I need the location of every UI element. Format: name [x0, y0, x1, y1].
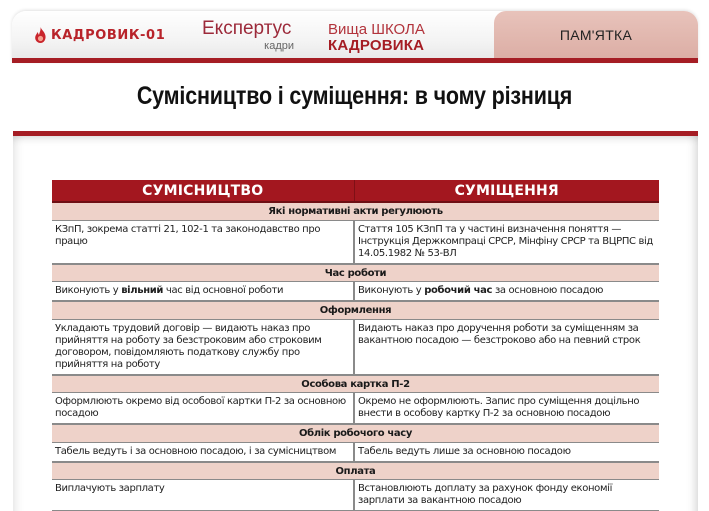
- school-logo[interactable]: [328, 21, 425, 54]
- expertus-logo-title: Експертус: [202, 18, 292, 39]
- cell-text: час від основної роботи: [163, 285, 284, 296]
- table-row: [52, 319, 659, 375]
- section-heading-personal-card: Особова картка П-2: [52, 375, 659, 393]
- school-logo-top: Вища ШКОЛА: [328, 21, 425, 38]
- page-title: Сумісництво і суміщення: в чому різниця: [136, 82, 573, 110]
- table-row: [52, 442, 659, 462]
- cell-sumisnytstvo: Табель ведуть і за основною посадою, і за сумісництвом: [52, 442, 354, 462]
- publication-header: [12, 11, 698, 63]
- cell-sumisnytstvo: Виплачують зарплату: [52, 480, 354, 511]
- expertus-logo[interactable]: [202, 19, 294, 53]
- cell-text: Виконують у: [358, 285, 425, 296]
- kadrovik-logo[interactable]: [34, 25, 165, 45]
- cell-sumishchennia: Встановлюють доплату за рахунок фонду економії зарплати за вакантною посадою: [354, 480, 659, 511]
- memo-tab: ПАМ'ЯТКА: [494, 11, 698, 58]
- table-row: [52, 393, 659, 425]
- cell-emphasis: вільний: [121, 285, 164, 296]
- section-heading-regulations: Які нормативні акти регулюють: [52, 202, 659, 220]
- cell-text: Виконують у: [55, 285, 122, 296]
- cell-sumishchennia: Видають наказ про доручення роботи за суміщенням за вакантною посадою — безстроково або на певний строк: [354, 319, 659, 375]
- cell-sumishchennia: [354, 282, 659, 302]
- section-row: [52, 264, 659, 282]
- section-heading-work-time: Час роботи: [52, 264, 659, 282]
- table-row: [52, 480, 659, 511]
- table-row: [52, 220, 659, 264]
- cell-sumishchennia: Окремо не оформлюють. Запис про суміщення доцільно внести в особову картку П-2 за основною посадою: [354, 393, 659, 425]
- section-heading-time-tracking: Облік робочого часу: [52, 424, 659, 442]
- school-logo-bottom: КАДРОВИКА: [328, 37, 425, 54]
- section-row: [52, 202, 659, 220]
- kadrovik-logo-text: КАДРОВИК-01: [51, 27, 166, 43]
- cell-sumishchennia: Стаття 105 КЗпП та у частині визначення поняття — Інструкція Держкомпраці СРСР, Мінфіну СРСР та ВЦРПС від 14.05.1982 № 53-ВЛ: [354, 220, 659, 264]
- cell-sumisnytstvo: КЗпП, зокрема статті 21, 102-1 та законодавство про працю: [52, 220, 354, 264]
- section-row: [52, 424, 659, 442]
- header-red-rule: [12, 58, 698, 63]
- section-heading-payment: Оплата: [52, 462, 659, 480]
- cell-emphasis: робочий час: [424, 285, 493, 296]
- cell-sumisnytstvo: [52, 282, 354, 302]
- cell-sumishchennia: Табель ведуть лише за основною посадою: [354, 442, 659, 462]
- expertus-logo-subtitle: кадри: [264, 40, 294, 52]
- cell-sumisnytstvo: Укладають трудовий договір — видають наказ про прийняття на роботу за безстроковим або строковим договором, повідомляють податкову службу про прийняття на роботу: [52, 319, 354, 375]
- table-header-row: [52, 180, 659, 202]
- column-header-sumisnytstvo: СУМІСНИЦТВО: [52, 180, 354, 202]
- section-heading-registration: Оформлення: [52, 301, 659, 319]
- cell-text: за основною посадою: [492, 285, 604, 296]
- table-row: [52, 282, 659, 302]
- section-row: [52, 462, 659, 480]
- column-header-sumishchennia: СУМІЩЕННЯ: [354, 180, 659, 202]
- cell-sumisnytstvo: Оформлюють окремо від особової картки П-2 за основною посадою: [52, 393, 354, 425]
- section-row: [52, 301, 659, 319]
- comparison-table: [52, 180, 659, 511]
- section-row: [52, 375, 659, 393]
- flame-icon: [34, 27, 47, 43]
